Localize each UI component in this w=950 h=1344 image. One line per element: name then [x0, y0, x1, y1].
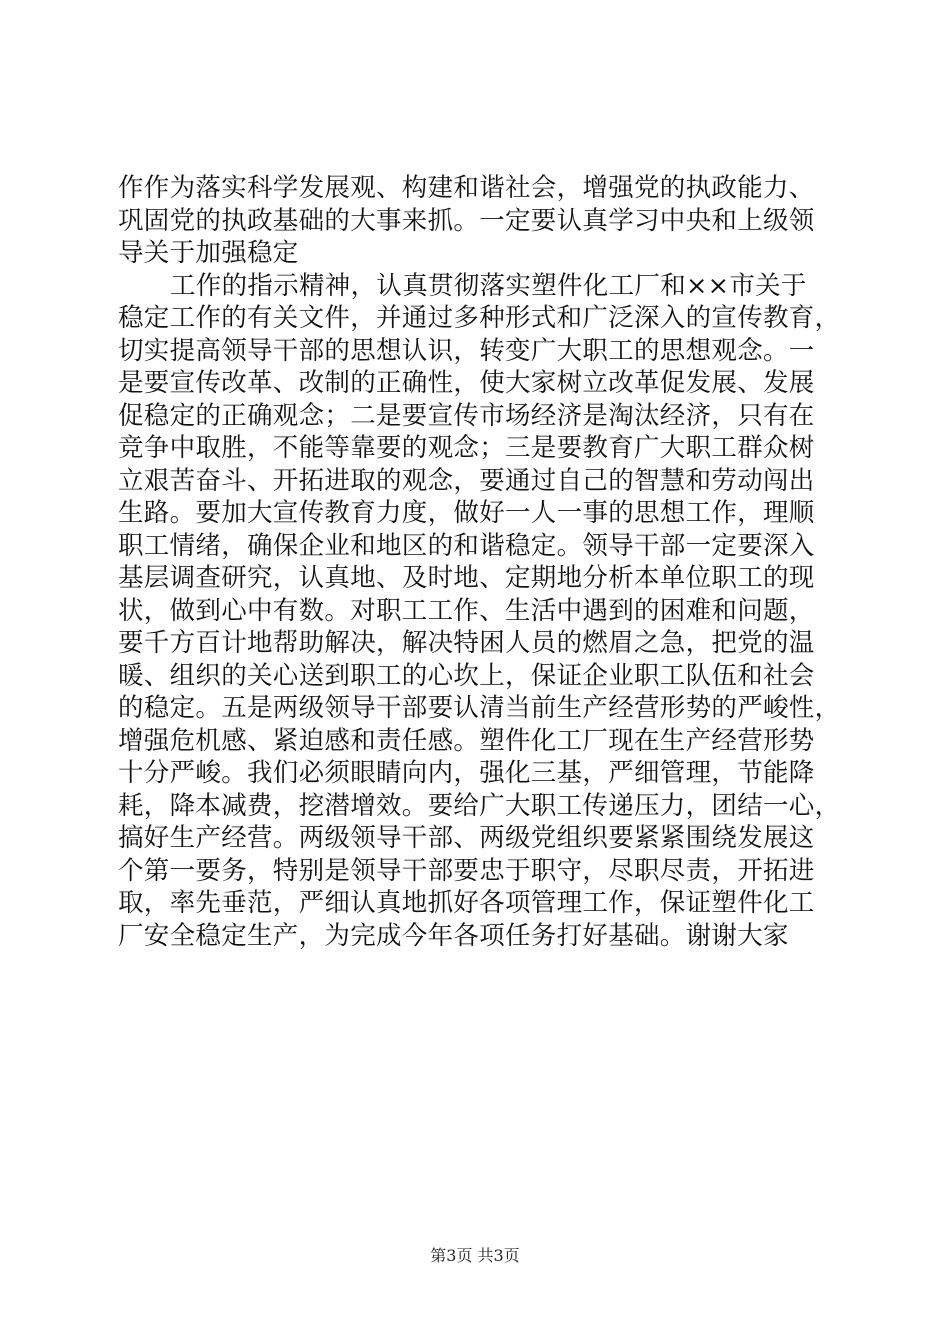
text-line: 耗，降本减费，挖潜增效。要给广大职工传递压力，团结一心， [118, 790, 841, 821]
text-line: 竞争中取胜，不能等靠要的观念；三是要教育广大职工群众树 [118, 433, 815, 463]
text-line: 个第一要务，特别是领导干部要忠于职守，尽职尽责，开拓进 [118, 855, 815, 886]
text-line: 职工情绪，确保企业和地区的和谐稳定。领导干部一定要深入 [118, 530, 815, 561]
text-line: 的稳定。五是两级领导干部要认清当前生产经营形势的严峻性， [118, 693, 841, 723]
text-line: 是要宣传改革、改制的正确性，使大家树立改革促发展、发展 [118, 368, 815, 398]
text-line: 搞好生产经营。两级领导干部、两级党组织要紧紧围绕发展这 [118, 823, 815, 853]
text-line: 厂安全稳定生产，为完成今年各项任务打好基础。谢谢大家 [118, 920, 789, 951]
text-line: 作作为落实科学发展观、构建和谐社会，增强党的执政能力、 [118, 173, 815, 203]
text-line: 状，做到心中有数。对职工工作、生活中遇到的困难和问题， [118, 595, 815, 626]
text-line: 基层调查研究，认真地、及时地、定期地分析本单位职工的现 [118, 563, 815, 593]
text-line: 要千方百计地帮助解决，解决特困人员的燃眉之急，把党的温 [118, 628, 815, 658]
text-line: 十分严峻。我们必须眼睛向内，强化三基，严细管理，节能降 [118, 758, 815, 788]
document-body [118, 172, 848, 952]
paragraph-start-line: 工作的指示精神，认真贯彻落实塑件化工厂和××市关于 [170, 270, 807, 301]
text-line: 增强危机感、紧迫感和责任感。塑件化工厂现在生产经营形势 [118, 725, 815, 756]
text-line: 促稳定的正确观念；二是要宣传市场经济是淘汰经济，只有在 [118, 400, 815, 431]
text-line: 导关于加强稳定 [118, 238, 299, 268]
text-line: 生路。要加大宣传教育力度，做好一人一事的思想工作，理顺 [118, 498, 815, 528]
text-line: 稳定工作的有关文件，并通过多种形式和广泛深入的宣传教育， [118, 303, 841, 333]
text-line: 巩固党的执政基础的大事来抓。一定要认真学习中央和上级领 [118, 205, 815, 236]
text-line: 切实提高领导干部的思想认识，转变广大职工的思想观念。一 [118, 335, 815, 366]
page-number-footer: 第3页 共3页 [430, 1246, 520, 1265]
text-line: 取，率先垂范，严细认真地抓好各项管理工作，保证塑件化工 [118, 888, 815, 918]
text-line: 暖、组织的关心送到职工的心坎上，保证企业职工队伍和社会 [118, 660, 815, 691]
text-line: 立艰苦奋斗、开拓进取的观念，要通过自己的智慧和劳动闯出 [118, 465, 815, 496]
